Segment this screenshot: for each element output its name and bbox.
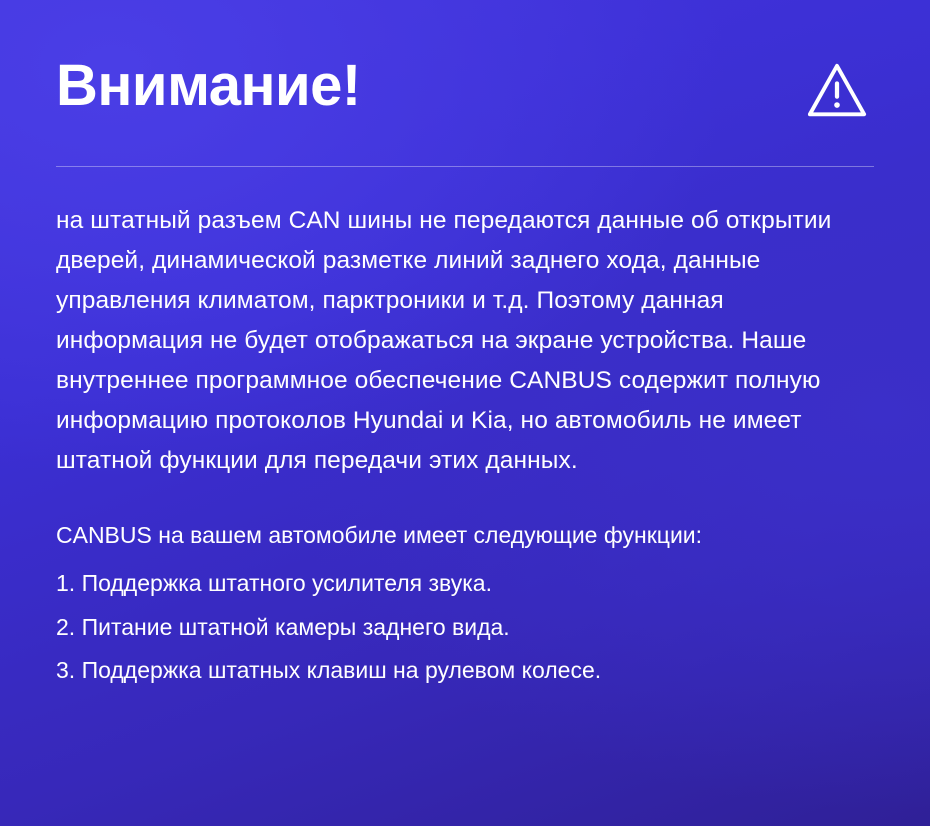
features-section [56,518,874,693]
warning-triangle-icon [806,60,868,122]
feature-list [56,562,874,693]
page-title: Внимание! [56,53,361,118]
body-paragraph: на штатный разъем CAN шины не передаются данные об открытии дверей, динамической разметке линий заднего хода, данные управления климатом, парктроники и т.д. Поэтому данная информация не будет отображаться на экране устройства. Наше внутреннее программное обеспечение CANBUS содержит полную информацию протоколов Hyundai и Kia, но автомобиль не имеет штатной функции для передачи этих данных. [56,207,832,474]
header-divider [56,166,874,167]
list-item: 3. Поддержка штатных клавиш на рулевом колесе. [56,657,602,684]
poster-header [56,52,874,122]
list-item: 2. Питание штатной камеры заднего вида. [56,613,510,640]
list-item: 1. Поддержка штатного усилителя звука. [56,570,492,597]
features-intro: CANBUS на вашем автомобиле имеет следующие функции: [56,522,703,549]
